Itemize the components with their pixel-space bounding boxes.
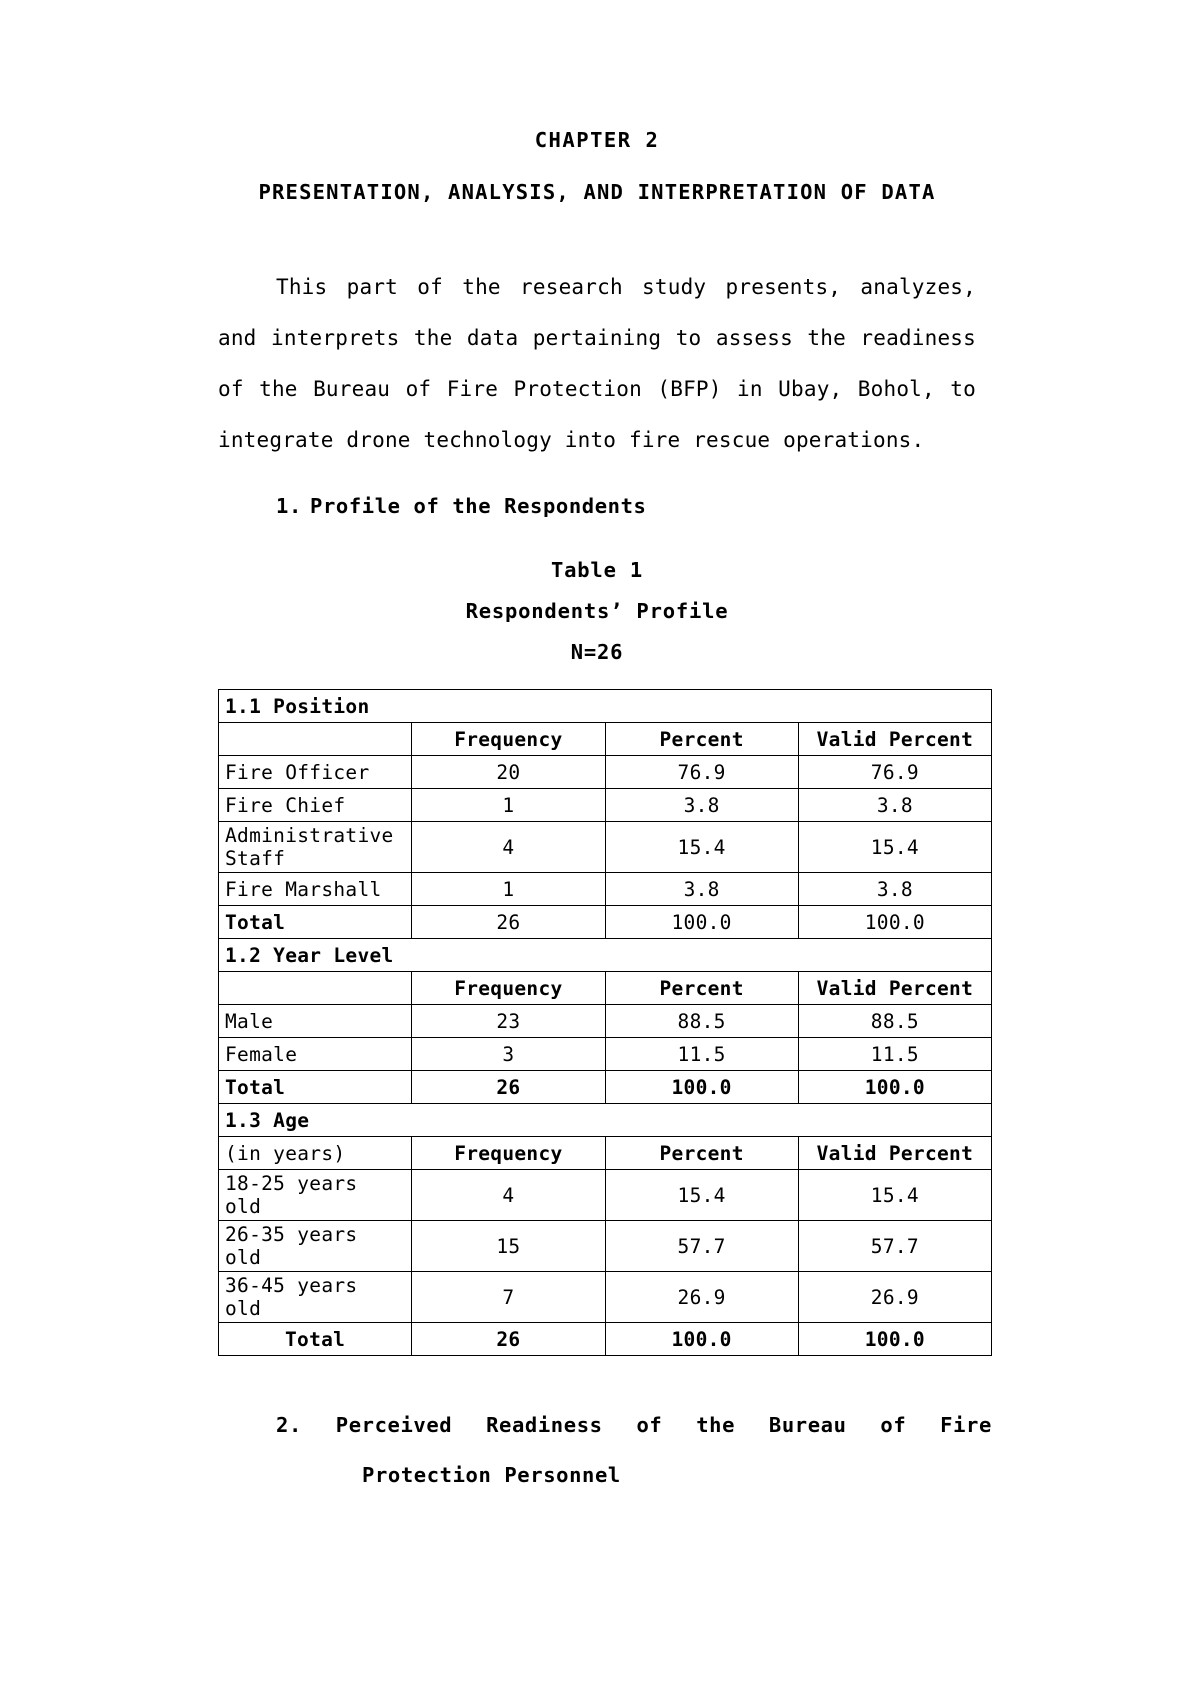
row-frequency: 26: [412, 906, 605, 939]
row-frequency: 4: [412, 1170, 605, 1221]
row-frequency: 20: [412, 756, 605, 789]
section-number: 2.: [276, 1413, 302, 1437]
row-valid-percent: 76.9: [798, 756, 991, 789]
table-row: [219, 756, 992, 789]
column-header-percent: Percent: [605, 723, 798, 756]
row-percent: 100.0: [605, 1071, 798, 1104]
section-word: of: [636, 1413, 663, 1437]
row-percent: 57.7: [605, 1221, 798, 1272]
row-valid-percent: 100.0: [798, 1323, 991, 1356]
table-total-row: [219, 1323, 992, 1356]
row-percent: 26.9: [605, 1272, 798, 1323]
section-word: Perceived: [335, 1413, 453, 1437]
section-heading-position: 1.1 Position: [219, 690, 992, 723]
table-header-row: [219, 723, 992, 756]
row-valid-percent: 26.9: [798, 1272, 991, 1323]
column-header-percent: Percent: [605, 972, 798, 1005]
section-heading-age: 1.3 Age: [219, 1104, 992, 1137]
row-label: Fire Officer: [219, 756, 412, 789]
table-row: [219, 1005, 992, 1038]
row-label: Total: [219, 1071, 412, 1104]
section-heading-profile: [218, 494, 976, 518]
row-label: Fire Marshall: [219, 873, 412, 906]
row-frequency: 26: [412, 1323, 605, 1356]
column-header-frequency: Frequency: [412, 723, 605, 756]
row-percent: 100.0: [605, 1323, 798, 1356]
row-valid-percent: 11.5: [798, 1038, 991, 1071]
row-percent: 3.8: [605, 789, 798, 822]
section-heading-line1: [276, 1400, 992, 1450]
row-valid-percent: 15.4: [798, 1170, 991, 1221]
section-heading-year-level: 1.2 Year Level: [219, 939, 992, 972]
table-row: [219, 1170, 992, 1221]
section-heading-line2: Protection Personnel: [362, 1463, 621, 1487]
section-heading-perceived-readiness: [218, 1400, 992, 1500]
row-valid-percent: 100.0: [798, 906, 991, 939]
intro-paragraph: This part of the research study presents, analyzes, and interprets the data pertaining to assess the readiness of the Bureau of Fire Protection (BFP) in Ubay, Bohol, to integrate drone technology into fire rescue operations.: [218, 275, 976, 452]
column-header-valid-percent: Valid Percent: [798, 723, 991, 756]
row-frequency: 4: [412, 822, 605, 873]
column-header-label: [219, 723, 412, 756]
row-valid-percent: 88.5: [798, 1005, 991, 1038]
row-label: 26-35 years old: [219, 1221, 412, 1272]
row-label: 36-45 years old: [219, 1272, 412, 1323]
section-word: Fire: [940, 1413, 992, 1437]
row-valid-percent: 100.0: [798, 1071, 991, 1104]
row-percent: 76.9: [605, 756, 798, 789]
table-caption: [218, 550, 976, 673]
column-header-label: (in years): [219, 1137, 412, 1170]
table-total-row: [219, 906, 992, 939]
row-valid-percent: 15.4: [798, 822, 991, 873]
row-label: Administrative Staff: [219, 822, 412, 873]
row-valid-percent: 3.8: [798, 789, 991, 822]
column-header-percent: Percent: [605, 1137, 798, 1170]
section-word: of: [880, 1413, 907, 1437]
row-frequency: 7: [412, 1272, 605, 1323]
row-percent: 3.8: [605, 873, 798, 906]
section-title: Profile of the Respondents: [310, 494, 647, 518]
table-total-row: [219, 1071, 992, 1104]
table-row: [219, 1272, 992, 1323]
table-header-row: [219, 972, 992, 1005]
row-frequency: 1: [412, 873, 605, 906]
page-title: CHAPTER 2: [534, 128, 660, 152]
column-header-valid-percent: Valid Percent: [798, 972, 991, 1005]
row-label: Fire Chief: [219, 789, 412, 822]
row-frequency: 1: [412, 789, 605, 822]
section-word: the: [696, 1413, 736, 1437]
row-percent: 15.4: [605, 1170, 798, 1221]
row-percent: 15.4: [605, 822, 798, 873]
row-percent: 11.5: [605, 1038, 798, 1071]
table-row: [219, 1038, 992, 1071]
column-header-frequency: Frequency: [412, 972, 605, 1005]
row-frequency: 23: [412, 1005, 605, 1038]
row-percent: 88.5: [605, 1005, 798, 1038]
table-caption-line3: N=26: [570, 640, 624, 664]
table-section-heading-row: [219, 1104, 992, 1137]
table-body: [219, 690, 992, 1356]
table-section-heading-row: [219, 939, 992, 972]
table-row: [219, 789, 992, 822]
respondents-profile-table: [218, 689, 992, 1356]
section-number: 1.: [276, 494, 302, 518]
row-label: Female: [219, 1038, 412, 1071]
section-word: Bureau: [768, 1413, 847, 1437]
table-row: [219, 873, 992, 906]
column-header-valid-percent: Valid Percent: [798, 1137, 991, 1170]
page-subtitle: PRESENTATION, ANALYSIS, AND INTERPRETATION OF DATA: [258, 180, 936, 204]
table-section-heading-row: [219, 690, 992, 723]
column-header-label: [219, 972, 412, 1005]
row-frequency: 26: [412, 1071, 605, 1104]
column-header-frequency: Frequency: [412, 1137, 605, 1170]
row-label: 18-25 years old: [219, 1170, 412, 1221]
table-row: [219, 1221, 992, 1272]
row-label: Male: [219, 1005, 412, 1038]
row-frequency: 15: [412, 1221, 605, 1272]
section-word: Readiness: [486, 1413, 603, 1437]
table-row: [219, 822, 992, 873]
row-label: Total: [219, 1323, 412, 1356]
table-caption-line2: Respondents’ Profile: [465, 599, 729, 623]
row-frequency: 3: [412, 1038, 605, 1071]
table-header-row: [219, 1137, 992, 1170]
row-valid-percent: 3.8: [798, 873, 991, 906]
row-percent: 100.0: [605, 906, 798, 939]
table-caption-line1: Table 1: [551, 558, 643, 582]
row-valid-percent: 57.7: [798, 1221, 991, 1272]
row-label: Total: [219, 906, 412, 939]
